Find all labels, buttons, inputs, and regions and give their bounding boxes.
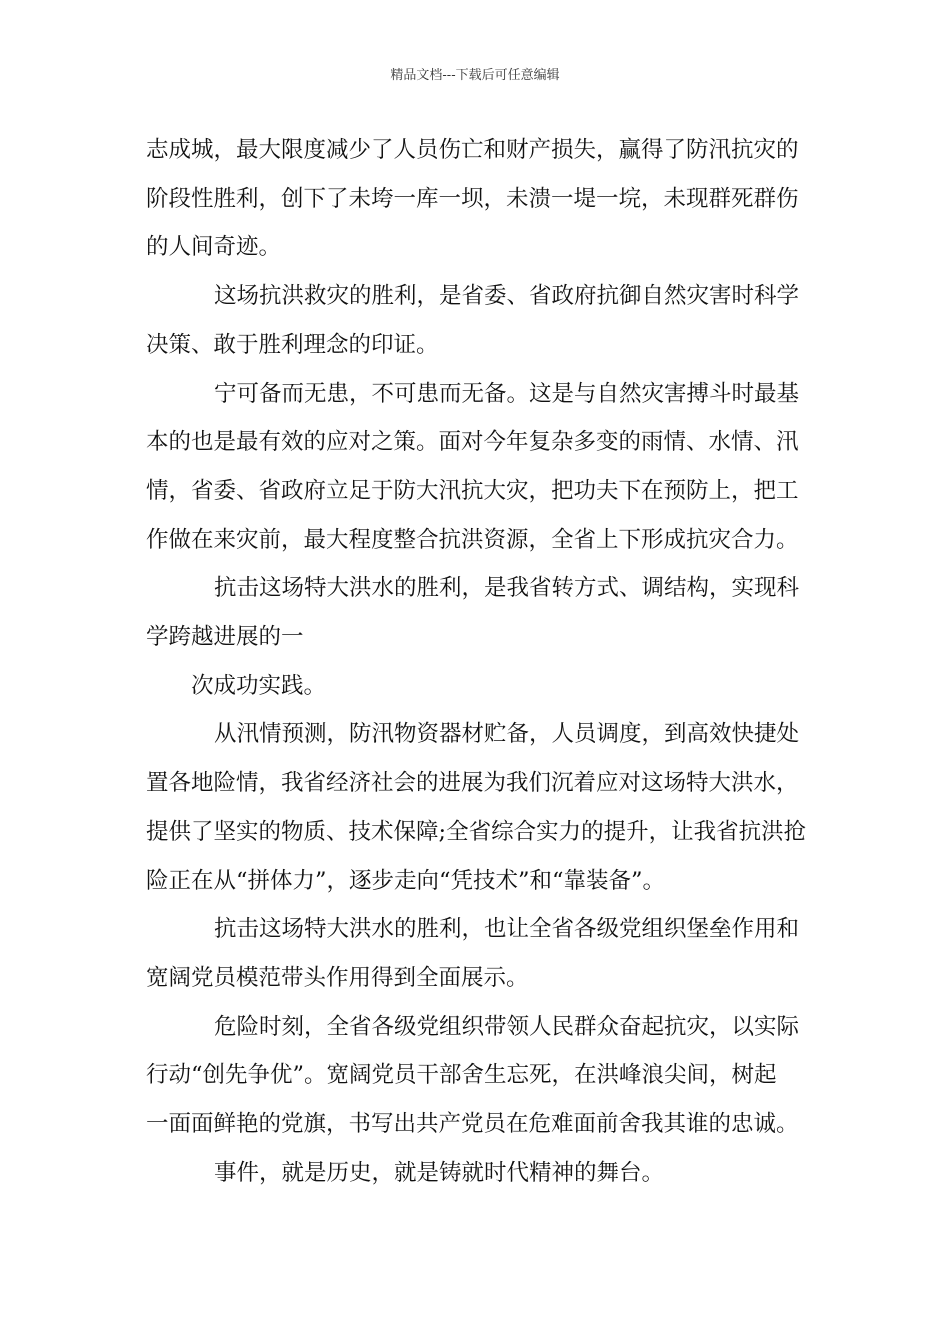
text-line: 作做在来灾前，最大程度整合抗洪资源，全省上下形成抗灾合力。 (146, 526, 799, 553)
text-line: 事件，就是历史，就是铸就时代精神的舞台。 (214, 1159, 665, 1186)
text-line: 从汛情预测，防汛物资器材贮备，人员调度，到高效快捷处 (214, 721, 800, 748)
text-line: 次成功实践。 (191, 672, 327, 699)
text-line: 这场抗洪救灾的胜利，是省委、省政府抗御自然灾害时科学 (214, 283, 800, 310)
text-line: 宁可备而无患，不可患而无备。这是与自然灾害搏斗时最基 (214, 380, 800, 407)
text-line: 阶段性胜利，创下了未垮一库一坝，未溃一堤一垸，未现群死群伤 (146, 185, 799, 212)
text-line: 提供了坚实的物质、技术保障;全省综合实力的提升，让我省抗洪抢 (146, 818, 807, 845)
text-line: 学跨越进展的一 (146, 624, 304, 651)
text-line: 志成城，最大限度减少了人员伤亡和财产损失，赢得了防汛抗灾的 (146, 137, 799, 163)
page-header: 精品文档---下载后可任意编辑 (390, 68, 560, 83)
text-line: 的人间奇迹。 (146, 234, 282, 261)
text-line: 决策、敢于胜利理念的印证。 (146, 331, 439, 358)
text-line: 抗击这场特大洪水的胜利，是我省转方式、调结构，实现科 (214, 575, 800, 602)
text-line: 本的也是最有效的应对之策。面对今年复杂多变的雨情、水情、汛 (146, 429, 799, 456)
document-body (146, 126, 806, 1197)
text-line: 宽阔党员模范带头作用得到全面展示。 (146, 964, 529, 991)
text-line: 抗击这场特大洪水的胜利，也让全省各级党组织堡垒作用和 (214, 916, 800, 943)
text-line: 一面面鲜艳的党旗，书写出共产党员在危难面前舍我其谁的忠诚。 (146, 1111, 799, 1138)
text-line: 危险时刻，全省各级党组织带领人民群众奋起抗灾，以实际 (214, 1013, 800, 1040)
text-line: 险正在从“拼体力”，逐步走向“凭技术”和“靠装备”。 (146, 867, 666, 894)
text-line: 置各地险情，我省经济社会的进展为我们沉着应对这场特大洪水， (146, 770, 799, 797)
text-line: 情，省委、省政府立足于防大汛抗大灾，把功夫下在预防上，把工 (146, 477, 799, 504)
text-line: 行动“创先争优”。宽阔党员干部舍生忘死，在洪峰浪尖间，树起 (146, 1062, 777, 1089)
